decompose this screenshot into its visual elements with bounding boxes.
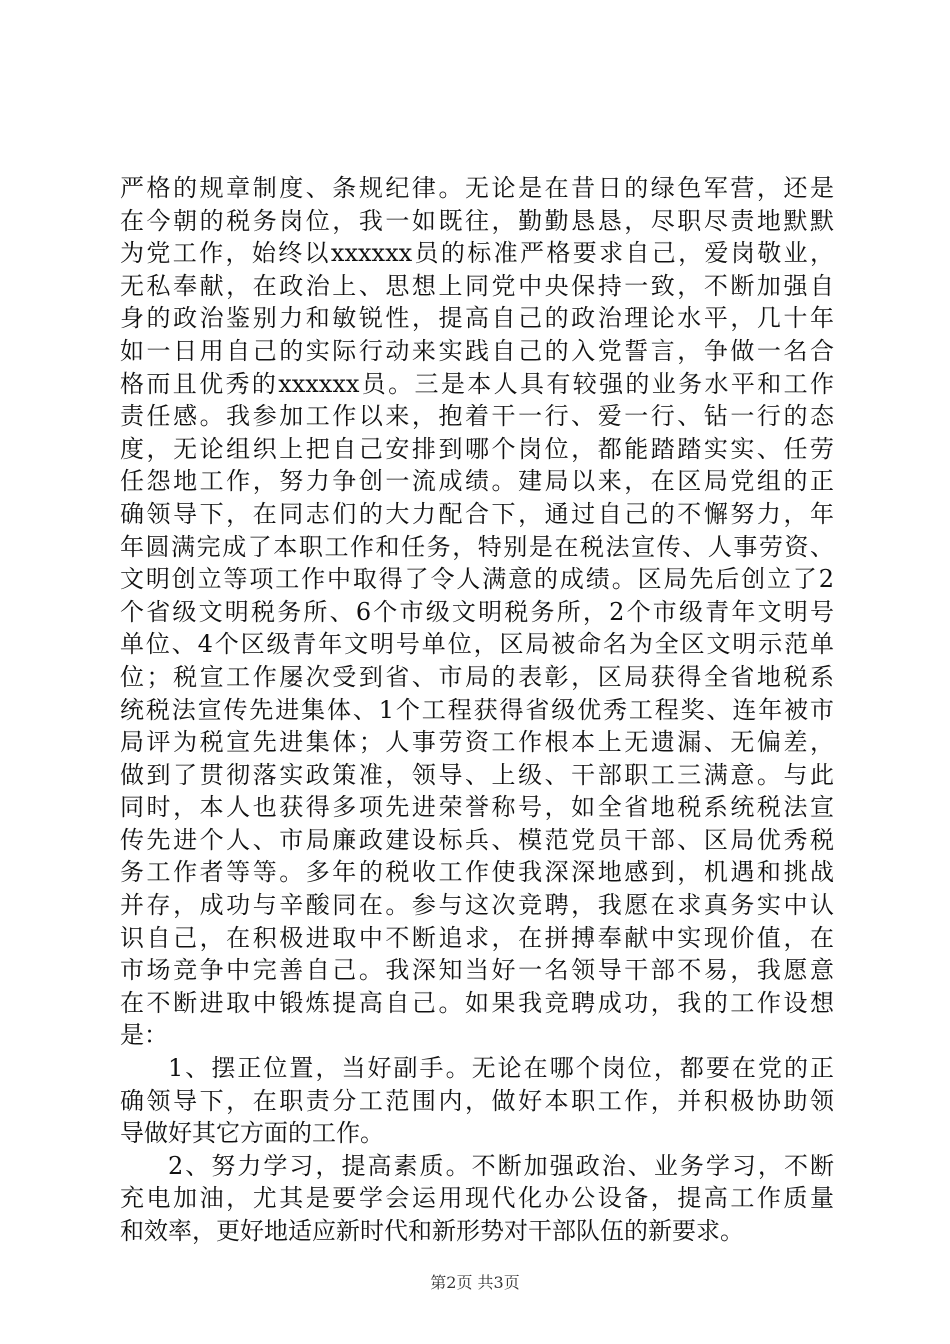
- text-line: 统税法宣传先进集体、1个工程获得省级优秀工程奖、连年被市: [120, 695, 834, 724]
- text-line: 身的政治鉴别力和敏锐性，提高自己的政治理论水平，几十年: [120, 304, 834, 333]
- body-text: [120, 172, 834, 1248]
- text-line: 无私奉献，在政治上、思想上同党中央保持一致，不断加强自: [120, 271, 834, 300]
- text-line: 责任感。我参加工作以来，抱着干一行、爱一行、钻一行的态: [120, 402, 834, 431]
- text-line: 充电加油，尤其是要学会运用现代化办公设备，提高工作质量: [120, 1184, 834, 1213]
- text-line: 做到了贯彻落实政策准，领导、上级、干部职工三满意。与此: [120, 760, 834, 789]
- text-line: 和效率，更好地适应新时代和新形势对干部队伍的新要求。: [120, 1217, 744, 1245]
- text-line: 个省级文明税务所、6个市级文明税务所，2个市级青年文明号: [120, 597, 834, 626]
- text-line: 市场竞争中完善自己。我深知当好一名领导干部不易，我愿意: [120, 956, 834, 985]
- page-footer: 第2页 共3页: [430, 1273, 520, 1292]
- text-line: 在不断进取中锻炼提高自己。如果我竞聘成功，我的工作设想: [120, 988, 834, 1017]
- text-line: 格而且优秀的xxxxxx员。三是本人具有较强的业务水平和工作: [120, 369, 834, 398]
- text-line: 为党工作，始终以xxxxxx员的标准严格要求自己，爱岗敬业，: [120, 239, 834, 268]
- text-line: 度，无论组织上把自己安排到哪个岗位，都能踏踏实实、任劳: [120, 434, 834, 463]
- text-line: 确领导下，在职责分工范围内，做好本职工作，并积极协助领: [120, 1086, 834, 1115]
- text-line: 在今朝的税务岗位，我一如既往，勤勤恳恳，尽职尽责地默默: [120, 206, 834, 235]
- text-line: 是：: [120, 1021, 168, 1050]
- text-line: 务工作者等等。多年的税收工作使我深深地感到，机遇和挑战: [120, 858, 834, 887]
- text-line: 单位、4个区级青年文明号单位，区局被命名为全区文明示范单: [120, 630, 834, 659]
- text-line: 传先进个人、市局廉政建设标兵、模范党员干部、区局优秀税: [120, 825, 834, 854]
- text-line: 如一日用自己的实际行动来实践自己的入党誓言，争做一名合: [120, 336, 834, 365]
- text-line: 严格的规章制度、条规纪律。无论是在昔日的绿色军营，还是: [120, 174, 834, 202]
- text-line: 并存，成功与辛酸同在。参与这次竞聘，我愿在求真务实中认: [120, 891, 834, 920]
- text-line: 位；税宣工作屡次受到省、市局的表彰，区局获得全省地税系: [120, 662, 834, 691]
- text-line: 同时，本人也获得多项先进荣誉称号，如全省地税系统税法宣: [120, 793, 834, 822]
- text-line: 识自己，在积极进取中不断追求，在拼搏奉献中实现价值，在: [120, 923, 834, 952]
- text-line: 局评为税宣先进集体；人事劳资工作根本上无遗漏、无偏差，: [120, 728, 834, 757]
- text-line: 导做好其它方面的工作。: [120, 1119, 384, 1148]
- text-line: 年圆满完成了本职工作和任务，特别是在税法宣传、人事劳资、: [120, 532, 834, 561]
- numbered-item-line: 2、努力学习，提高素质。不断加强政治、业务学习，不断: [168, 1151, 834, 1180]
- text-line: 任怨地工作，努力争创一流成绩。建局以来，在区局党组的正: [120, 467, 834, 496]
- text-line: 确领导下，在同志们的大力配合下，通过自己的不懈努力，年: [120, 499, 834, 528]
- numbered-item-line: 1、摆正位置，当好副手。无论在哪个岗位，都要在党的正: [168, 1054, 834, 1083]
- text-line: 文明创立等项工作中取得了令人满意的成绩。区局先后创立了2: [120, 565, 834, 594]
